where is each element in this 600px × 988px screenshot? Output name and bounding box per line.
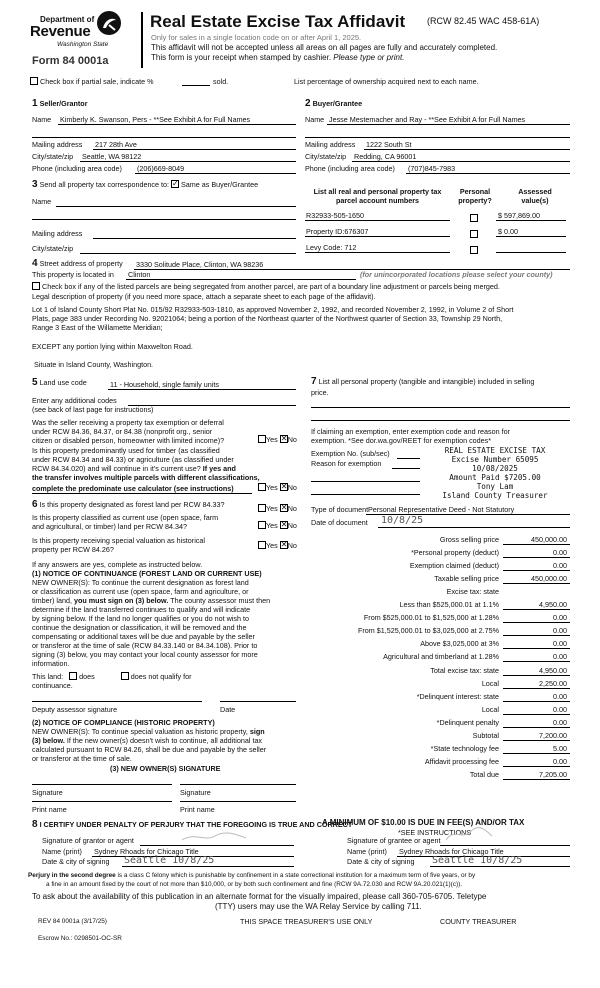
date-note: Only for sales in a single location code on or after April 1, 2025. — [151, 33, 362, 42]
calc-value[interactable]: 0.00 — [553, 548, 567, 557]
q-timber-d: the transfer involves multiple parcels with different classifications, — [32, 473, 260, 482]
calc-label: *Delinquent interest: state — [416, 692, 499, 701]
calc-label: *Personal property (deduct) — [411, 548, 499, 557]
buyer-name[interactable]: Jesse Mestemacher and Ray - **See Exhibit A for Full Names — [329, 115, 526, 124]
county-treasurer-label: COUNTY TREASURER — [440, 917, 517, 926]
receipt-note: This form is your receipt when stamped by cashier. Please type or print. — [151, 53, 405, 62]
buyer-city-label: City/state/zip — [305, 152, 347, 161]
continuance-label: continuance. — [32, 681, 73, 690]
segregation-checkbox[interactable] — [32, 282, 40, 290]
doc-date-label: Date of document — [311, 518, 368, 527]
grantee-datecity-label: Date & city of signing — [347, 857, 415, 866]
grantee-print-name[interactable]: Sydney Rhoads for Chicago Title — [399, 847, 504, 856]
calc-label: Local — [481, 679, 499, 688]
rcw-ref: (RCW 82.45 WAC 458-61A) — [427, 16, 540, 26]
current-use-no[interactable] — [280, 521, 288, 529]
minimum-notice: A MINIMUM OF $10.00 IS DUE IN FEE(S) AND/OR TAX — [322, 818, 525, 827]
q-exemption-b: under RCW 84.36, 84.37, or 84.38 (nonprofit org., senior — [32, 427, 213, 436]
continuance-text-f: continue the designation or classification, it will be removed and the — [32, 623, 247, 632]
calc-label: Agricultural and timberland at 1.28% — [383, 652, 499, 661]
grantor-signature[interactable] — [140, 845, 294, 846]
parcel-account-1[interactable]: R32933-505-1650 — [306, 211, 364, 220]
continuance-title: (1) NOTICE OF CONTINUANCE (FOREST LAND OR CURRENT USE) — [32, 569, 262, 578]
percent-field[interactable] — [182, 85, 210, 86]
grantee-sig-label: Signature of grantee or agent — [347, 836, 441, 845]
seller-name-label: Name — [32, 115, 52, 124]
calc-value[interactable]: 0.00 — [553, 652, 567, 661]
personal-checkbox-1[interactable] — [470, 214, 478, 222]
accessibility-note-1: To ask about the availability of this publication in an alternate format for the visually impaired, please call 360-705-6705. Teletype — [32, 892, 487, 901]
corr-name-field[interactable] — [56, 206, 296, 207]
continuance-text-e: by signing below. If the land no longer qualifies or you do not wish to — [32, 614, 249, 623]
calc-value[interactable]: 5.00 — [553, 744, 567, 753]
continuance-text-c: timber) land, you must sign on (3) below. The county assessor must then — [32, 596, 271, 605]
seller-city[interactable]: Seattle, WA 98122 — [82, 152, 142, 161]
dept-label: Department of — [40, 15, 95, 24]
calc-label: From $525,000.01 to $1,525,000 at 1.28% — [363, 613, 499, 622]
continuance-text-g: compensating or additional taxes will be due and payable by the seller — [32, 632, 255, 641]
legal-line-3: Range 3 East of the Willamette Meridian; — [32, 323, 163, 332]
deputy-sig-field[interactable] — [32, 701, 202, 702]
location-select[interactable]: Clinton — [128, 270, 151, 279]
parcel-account-3[interactable]: Levy Code: 712 — [306, 243, 357, 252]
accept-note: This affidavit will not be accepted unless all areas on all pages are fully and accurately completed. — [151, 43, 498, 52]
parcel-account-2[interactable]: Property ID:676307 — [306, 227, 369, 236]
perjury-note-2: a fine in an amount fixed by the court of not more than $10,000, or by both such confinement and fine (RCW 9A.72.030 and RCW 9A.20.021(1)(c)). — [46, 881, 462, 888]
calc-value[interactable]: 2,250.00 — [539, 679, 567, 688]
exemption-yes[interactable] — [258, 435, 266, 443]
see-instructions-2: *SEE INSTRUCTIONS — [398, 828, 472, 837]
additional-codes-label: Enter any additional codes — [32, 396, 117, 405]
form-title: Real Estate Excise Tax Affidavit — [150, 12, 406, 31]
buyer-phone[interactable]: (707)845-7983 — [408, 164, 456, 173]
calc-label: Total due — [469, 770, 499, 779]
grantor-datecity-label: Date & city of signing — [42, 857, 110, 866]
state-label: Washington State — [57, 41, 109, 48]
legal-line-1: Lot 1 of Island County Short Plat No. 015/92 R32933-503-1810, as approved November 2, 1992, and recorded November 2, 1992, in Volume 2 of Short — [32, 305, 514, 314]
calc-value[interactable]: 4,950.00 — [539, 666, 567, 675]
continuance-text-h: or transferor at the time of sale (RCW 84.33.140 or 84.34.108). Prior to — [32, 641, 258, 650]
continuance-text-i: signing (3) below, you may contact your local county assessor for more — [32, 650, 258, 659]
assessed-value-2[interactable]: $ 0.00 — [498, 227, 518, 236]
calc-label: *State technology fee — [430, 744, 499, 753]
calc-value[interactable]: 0.00 — [553, 561, 567, 570]
owner-print-1[interactable] — [32, 801, 172, 802]
parcel-header: List all real and personal property tax parcel account numbers — [313, 187, 442, 205]
buyer-name-label: Name — [305, 115, 325, 124]
timber-yes[interactable] — [258, 483, 266, 491]
doc-date[interactable]: 10/8/25 — [381, 515, 424, 526]
seller-phone[interactable]: (206)669-8049 — [137, 164, 185, 173]
sig-label-2: Signature — [180, 788, 211, 797]
new-owner-sig-title: (3) NEW OWNER(S) SIGNATURE — [110, 764, 221, 773]
q-timber-a: Is this property predominantly used for timber (as classified — [32, 446, 220, 455]
personal-property-field-1[interactable] — [311, 407, 570, 408]
compliance-text-a: NEW OWNER(S): To continue special valuation as historic property, sign — [32, 727, 265, 736]
reason-label: Reason for exemption — [311, 459, 382, 468]
historic-q-a: Is this property receiving special valuation as historical — [32, 536, 205, 545]
forest-yes-no: Yes ✕ No — [258, 504, 297, 513]
grantor-print-label: Name (print) — [42, 847, 82, 856]
buyer-city[interactable]: Redding, CA 96001 — [354, 152, 417, 161]
personal-property-label: 7 List all personal property (tangible and intangible) included in selling — [311, 376, 535, 387]
current-use-yes[interactable] — [258, 521, 266, 529]
calc-label: Affidavit processing fee — [424, 757, 499, 766]
calc-label: Local — [481, 705, 499, 714]
header-divider — [141, 12, 143, 68]
same-as-buyer-checkbox[interactable] — [171, 180, 179, 188]
land-qualify-row: This land: does does not qualify for — [32, 672, 192, 681]
escrow-number: Escrow No.: 0298501-OC-SR — [38, 935, 122, 942]
treasurer-stamp: REAL ESTATE EXCISE TAX Excise Number 65095 10/08/2025 Amount Paid $7205.00 Tony Lam Island County Treasurer — [420, 446, 570, 500]
grantee-datecity[interactable]: Seattle 10/8/25 — [432, 855, 523, 866]
timber-yes-no: Yes ✕ No — [258, 483, 297, 492]
calc-label: Taxable selling price — [434, 574, 499, 583]
calc-label: *Delinquent penalty — [436, 718, 499, 727]
buyer-heading: 2 Buyer/Grantee — [305, 98, 363, 109]
personal-checkbox-2[interactable] — [470, 230, 478, 238]
calc-value[interactable]: 0.00 — [553, 639, 567, 648]
assessed-header: Assessed value(s) — [518, 187, 552, 205]
calc-value[interactable]: 0.00 — [553, 757, 567, 766]
agency-logo-text: Revenue — [30, 23, 91, 40]
seller-city-label: City/state/zip — [32, 152, 74, 161]
seller-name[interactable]: Kimberly K. Swanson, Pers - **See Exhibit A for Full Names — [60, 115, 251, 124]
personal-checkbox-3[interactable] — [470, 246, 478, 254]
calc-value[interactable]: 450,000.00 — [531, 574, 567, 583]
print-label-1: Print name — [32, 805, 67, 814]
land-use-row: 5 Land use code — [32, 377, 87, 388]
current-use-q-b: and agricultural, or timber) land per RCW 84.34? — [32, 522, 188, 531]
form-number: Form 84 0001a — [32, 55, 109, 67]
buyer-phone-label: Phone (including area code) — [305, 164, 395, 173]
calc-label: Less than $525,000.01 at 1.1% — [399, 600, 499, 609]
current-use-yes-no: Yes ✕ No — [258, 521, 297, 530]
q-timber-e: complete the predominate use calculator (see instructions) — [32, 484, 234, 493]
corr-addr-label: Mailing address — [32, 229, 83, 238]
grantor-datecity[interactable]: Seattle 10/8/25 — [124, 855, 215, 866]
deputy-date-label: Date — [220, 705, 236, 714]
correspondence-row: 3 Send all property tax correspondence to: ✓ Same as Buyer/Grantee — [32, 180, 258, 189]
claim-note-2: exemption. *See dor.wa.gov/REET for exemption codes* — [311, 436, 492, 445]
location-label: This property is located in — [32, 270, 114, 279]
buyer-addr-label: Mailing address — [305, 140, 356, 149]
corr-city-label: City/state/zip — [32, 244, 74, 253]
revision: REV 84 0001a (3/17/25) — [38, 918, 107, 925]
land-use-code[interactable]: 11 - Household, single family units — [110, 380, 219, 389]
personal-header: Personal property? — [458, 187, 492, 205]
q-exemption-a: Was the seller receiving a property tax exemption or deferral — [32, 418, 224, 427]
seller-address[interactable]: 217 28th Ave — [95, 140, 137, 149]
compliance-text-c: calculated pursuant to RCW 84.26, shall be due and payable by the seller — [32, 745, 267, 754]
calc-value[interactable]: 0.00 — [553, 705, 567, 714]
perjury-note-1: Perjury in the second degree is a class C felony which is punishable by confinement in a state correctional institution for a maximum term of five years, or by — [28, 872, 476, 879]
historic-yes[interactable] — [258, 541, 266, 549]
revenue-logo-icon — [97, 11, 121, 35]
certify-heading: 8 I CERTIFY UNDER PENALTY OF PERJURY THAT THE FOREGOING IS TRUE AND CORRECT — [32, 819, 353, 830]
claim-note-1: If claiming an exemption, enter exemption code and reason for — [311, 427, 510, 436]
calc-label: Above $3,025,000 at 3% — [420, 639, 499, 648]
does-not-checkbox[interactable] — [121, 672, 129, 680]
calc-label: Gross selling price — [439, 535, 499, 544]
legal-line-4: EXCEPT any portion lying within Maxwelton Road. — [32, 342, 193, 351]
owner-print-2[interactable] — [180, 801, 296, 802]
sold-label: sold. — [213, 77, 229, 86]
calc-label: Exemption claimed (deduct) — [409, 561, 499, 570]
continuance-text-b: or classification as current use (open space, farm and agriculture, or — [32, 587, 249, 596]
compliance-text-b: (3) below. If the new owner(s) doesn't wish to continue, all additional tax — [32, 736, 263, 745]
print-label-2: Print name — [180, 805, 215, 814]
owner-sig-1[interactable] — [32, 784, 172, 785]
personal-property-field-2[interactable] — [311, 420, 570, 421]
doc-type[interactable]: Personal Representative Deed - Not Statutory — [368, 505, 515, 514]
ownership-note: List percentage of ownership acquired next to each name. — [294, 77, 479, 86]
unincorporated-note: (for unincorporated locations please select your county) — [360, 270, 553, 279]
deputy-date-field[interactable] — [220, 701, 296, 702]
exemption-no-label: Exemption No. (sub/sec) — [311, 449, 390, 458]
calc-value[interactable]: 0.00 — [553, 692, 567, 701]
personal-property-label-2: price. — [311, 388, 329, 397]
forest-q: 6 Is this property designated as forest land per RCW 84.33? — [32, 499, 225, 510]
seller-phone-label: Phone (including area code) — [32, 164, 122, 173]
accessibility-note-2: (TTY) users may use the WA Relay Service by calling 711. — [215, 902, 422, 911]
current-use-q-a: Is this property classified as current use (open space, farm — [32, 513, 219, 522]
corr-name-label: Name — [32, 197, 52, 206]
if-yes-note: If any answers are yes, complete as instructed below. — [32, 560, 203, 569]
forest-no[interactable] — [280, 504, 288, 512]
calc-value[interactable]: 450,000.00 — [531, 535, 567, 544]
assessed-value-1[interactable]: $ 597,869.00 — [498, 211, 540, 220]
grantor-signature-mark — [180, 830, 250, 844]
legal-line-5: Situate in Island County, Washington. — [34, 360, 154, 369]
partial-sale-checkbox[interactable] — [30, 77, 38, 85]
legal-line-2: Plats, page 383 under Recording No. 92021064; being a portion of the Northeast quarter of the Northwest quarter of Section 33, Township 29 North, — [32, 314, 503, 323]
treasurer-use-label: THIS SPACE TREASURER'S USE ONLY — [240, 917, 373, 926]
historic-q-b: property per RCW 84.26? — [32, 545, 114, 554]
doc-type-label: Type of document — [311, 505, 369, 514]
continuance-text-a: NEW OWNER(S): To continue the current designation as forest land — [32, 578, 249, 587]
seller-heading: 1 Seller/Grantor — [32, 98, 88, 109]
calc-label: Excise tax: state — [446, 587, 499, 596]
continuance-text-d: determine if the land transferred continues to qualify and will indicate — [32, 605, 251, 614]
corr-address-field[interactable] — [93, 238, 296, 239]
grantee-signature[interactable] — [440, 845, 570, 846]
calc-value[interactable]: 7,205.00 — [539, 770, 567, 779]
owner-sig-2[interactable] — [180, 784, 296, 785]
grantee-print-label: Name (print) — [347, 847, 387, 856]
exemption-no[interactable] — [280, 435, 288, 443]
legal-label: Legal description of property (if you need more space, attach a separate sheet to each page of the affidavit). — [32, 292, 376, 301]
continuance-text-j: information. — [32, 659, 70, 668]
seller-addr-label: Mailing address — [32, 140, 83, 149]
calc-value[interactable]: 0.00 — [553, 613, 567, 622]
calc-label: Total excise tax: state — [430, 666, 499, 675]
property-address-row: 4 Street address of property — [32, 258, 123, 269]
grantee-signature-mark — [444, 826, 494, 844]
does-checkbox[interactable] — [69, 672, 77, 680]
calc-label: Subtotal — [472, 731, 499, 740]
compliance-title: (2) NOTICE OF COMPLIANCE (HISTORIC PROPERTY) — [32, 718, 215, 727]
grantor-sig-label: Signature of grantor or agent — [42, 836, 134, 845]
deputy-sig-label: Deputy assessor signature — [32, 705, 118, 714]
compliance-text-d: or transferor at the time of sale. — [32, 754, 132, 763]
forest-yes[interactable] — [258, 504, 266, 512]
calc-label: From $1,525,000.01 to $3,025,000 at 2.75% — [357, 626, 499, 635]
corr-city-field[interactable] — [80, 253, 296, 254]
q-exemption-c: citizen or disabled person, homeowner with limited income)? — [32, 436, 225, 445]
calc-value[interactable]: 7,200.00 — [539, 731, 567, 740]
property-address[interactable]: 3330 Solitude Place, Clinton, WA 98236 — [136, 260, 264, 269]
sig-label-1: Signature — [32, 788, 63, 797]
calc-value[interactable]: 0.00 — [553, 626, 567, 635]
calc-value[interactable]: 0.00 — [553, 718, 567, 727]
timber-no[interactable] — [280, 483, 288, 491]
segregation-row: Check box if any of the listed parcels are being segregated from another parcel, are part of a boundary line adjustment or parcels being merged. — [32, 282, 500, 291]
exemption-yes-no: Yes ✕ No — [258, 435, 297, 444]
historic-yes-no: Yes ✕ No — [258, 541, 297, 550]
see-instructions: (see back of last page for instructions) — [32, 405, 154, 414]
q-timber-b: under RCW 84.34 and 84.33) or agriculture (as classified under — [32, 455, 234, 464]
partial-sale-row: Check box if partial sale, indicate % — [30, 77, 153, 86]
buyer-address[interactable]: 1222 South St — [366, 140, 412, 149]
q-timber-c: RCW 84.34.020) and will continue in it's current use? If yes and — [32, 464, 236, 473]
calc-value[interactable]: 4,950.00 — [539, 600, 567, 609]
historic-no[interactable] — [280, 541, 288, 549]
grantor-print-name[interactable]: Sydney Rhoads for Chicago Title — [94, 847, 199, 856]
